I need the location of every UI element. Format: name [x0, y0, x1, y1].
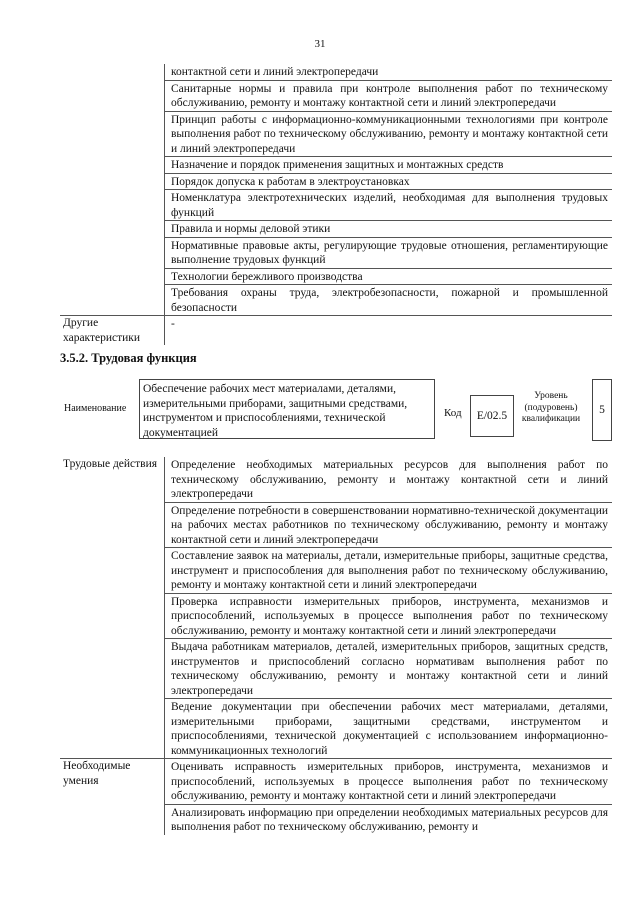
name-label: Наименование	[64, 403, 127, 414]
other-characteristics-label: Другие характеристики	[60, 316, 165, 346]
action-item: Выдача работникам материалов, деталей, измерительных приборов, защитных средств, инструментов и приспособлений согласно нормативам выполнения работ по техническому обслуживанию, ремонту и монтажу контактной сети и линий электропередачи	[165, 639, 613, 699]
knowledge-label-cell	[60, 64, 165, 80]
code-label: Код	[444, 407, 462, 419]
knowledge-item: Принцип работы с информационно-коммуникационными технологиями при контроле выполнения работ по техническому обслуживанию, ремонту и монтажу контактной сети и линий электропередачи	[165, 111, 613, 157]
knowledge-item: Правила и нормы деловой этики	[165, 221, 613, 238]
actions-label: Трудовые действия	[60, 457, 165, 502]
page-number: 31	[314, 38, 326, 50]
function-name-box: Обеспечение рабочих мест материалами, деталями, измерительными приборами, защитными средствами, инструментом и приспособлениями, технической документацией	[139, 379, 435, 439]
section-title: 3.5.2. Трудовая функция	[60, 351, 197, 365]
skill-item: Анализировать информацию при определении необходимых материальных ресурсов для выполнения работ по техническому обслуживанию, ремонту и	[171, 806, 608, 833]
action-item: Составление заявок на материалы, детали, измерительные приборы, защитные средства, инструмент и приспособления для выполнения работ по техническому обслуживанию, ремонту и монтажу контактной сети и линий электропередачи	[165, 548, 613, 594]
level-box: 5	[592, 379, 612, 441]
code-box: E/02.5	[470, 395, 514, 437]
action-item: Определение необходимых материальных ресурсов для выполнения работ по техническому обслуживанию, ремонту и монтажу контактной сети и линий электропередачи	[165, 457, 613, 502]
action-item: Определение потребности в совершенствовании нормативно-технической документации на рабочих местах работников по техническому обслуживанию, ремонту и монтажу контактной сети и линий электропередачи	[165, 502, 613, 548]
knowledge-item: Нормативные правовые акты, регулирующие трудовые отношения, регламентирующие выполнение трудовых функций	[165, 237, 613, 268]
skill-item: Оценивать исправность измерительных приборов, инструмента, механизмов и приспособлений, используемых в процессе выполнения работ по техническому обслуживанию, ремонту и монтажу контактной сети и линий электропередачи	[165, 759, 613, 805]
other-characteristics-value: -	[165, 316, 613, 346]
action-item: Ведение документации при обеспечении рабочих мест материалами, деталями, измерительными приборами, защитными средствами, инструментом и приспособлениями, технической документацией с использованием информационно-коммуникационных технологий	[171, 701, 608, 757]
knowledge-item: Порядок допуска к работам в электроустановках	[165, 173, 613, 190]
function-header	[60, 377, 612, 441]
knowledge-item: Требования охраны труда, электробезопасности, пожарной и промышленной безопасности	[171, 287, 608, 314]
skills-label: Необходимые умения	[60, 759, 165, 805]
knowledge-item: Санитарные нормы и правила при контроле выполнения работ по техническому обслуживанию, ремонту и монтажу контактной сети и линий электропередачи	[165, 80, 613, 111]
knowledge-item: Назначение и порядок применения защитных и монтажных средств	[165, 157, 613, 174]
level-label: Уровень (подуровень) квалификации	[521, 391, 581, 424]
knowledge-item: Технологии бережливого производства	[165, 268, 613, 285]
knowledge-item: Номенклатура электротехнических изделий, необходимая для выполнения трудовых функций	[165, 190, 613, 221]
knowledge-item: контактной сети и линий электропередачи	[165, 64, 613, 80]
action-item: Проверка исправности измерительных приборов, инструмента, механизмов и приспособлений, используемых в процессе выполнения работ по техническому обслуживанию, ремонту и монтажу контактной сети и линий электропередачи	[165, 593, 613, 639]
knowledge-table	[60, 64, 612, 345]
actions-table	[60, 457, 612, 835]
